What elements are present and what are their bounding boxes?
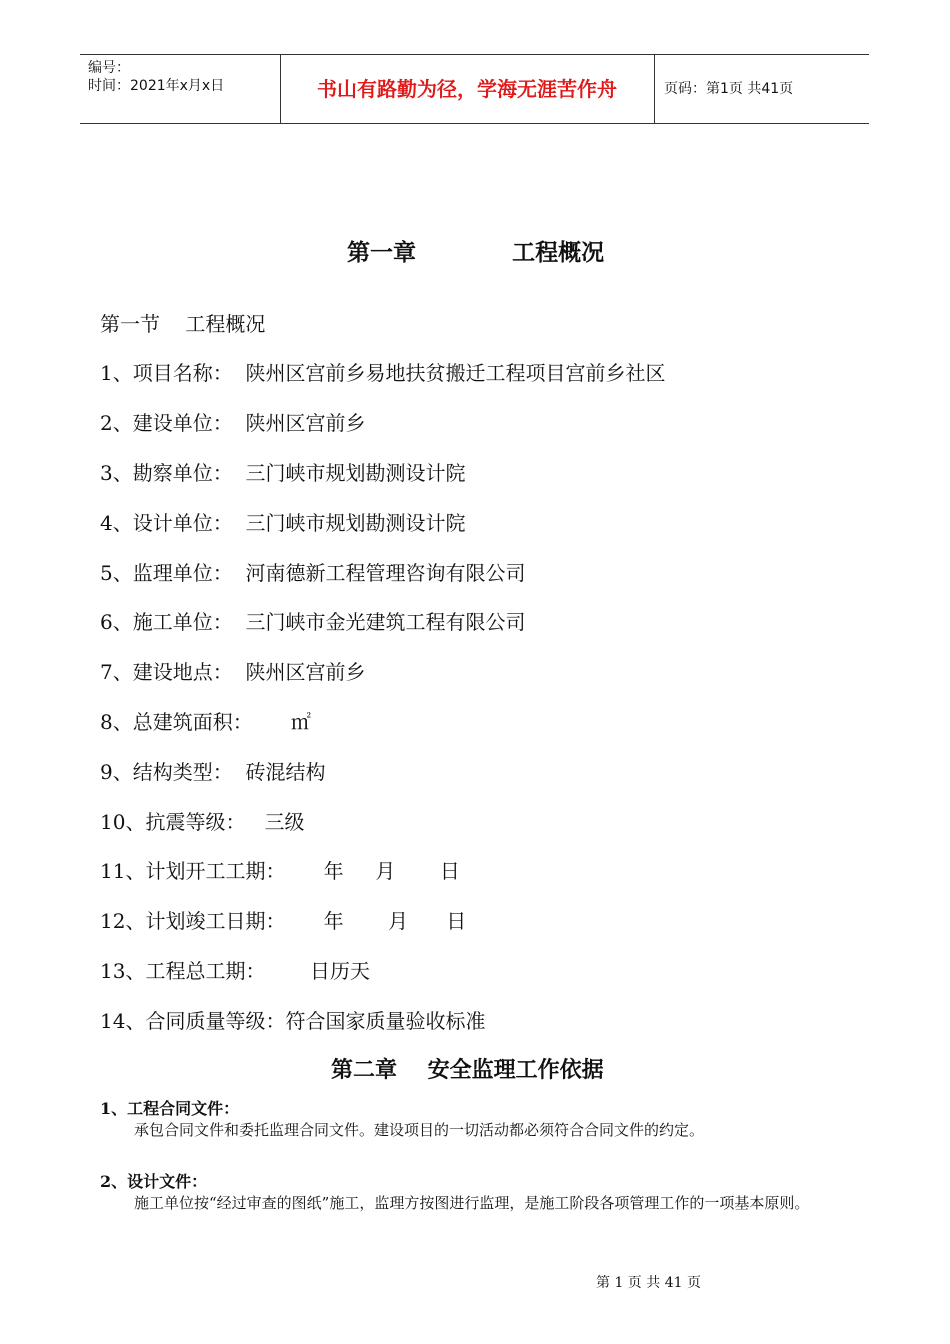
subsection1-text: 承包合同文件和委托监理合同文件。建设项目的一切活动都必须符合合同文件的约定。 xyxy=(134,1121,705,1139)
header-page-cell xyxy=(654,55,869,123)
date-label: 时间：2021年x月x日 xyxy=(88,78,225,94)
page-label: 页码：第1页 共41页 xyxy=(664,81,794,97)
item-area: 8、总建筑面积： ㎡ xyxy=(100,710,311,734)
item-start-date: 11、计划开工工期： 年 月 日 xyxy=(100,859,460,883)
header-meta-cell xyxy=(80,55,281,123)
item-duration: 13、工程总工期： 日历天 xyxy=(100,959,370,983)
page-footer: 第 1 页 共 41 页 xyxy=(596,1275,701,1291)
item-quality: 14、合同质量等级：符合国家质量验收标准 xyxy=(100,1009,486,1033)
number-label: 编号： xyxy=(88,60,130,76)
item-owner: 2、建设单位： 陕州区宫前乡 xyxy=(100,411,366,435)
chapter1-title: 第一章 工程概况 xyxy=(347,239,605,266)
item-location: 7、建设地点： 陕州区宫前乡 xyxy=(100,660,366,684)
subsection2-title: 2、设计文件： xyxy=(100,1172,208,1191)
item-survey: 3、勘察单位： 三门峡市规划勘测设计院 xyxy=(100,461,466,485)
motto-text: 书山有路勤为径，学海无涯苦作舟 xyxy=(317,77,617,101)
page-header xyxy=(80,54,869,124)
subsection1-title: 1、工程合同文件： xyxy=(100,1099,240,1118)
item-contractor: 6、施工单位： 三门峡市金光建筑工程有限公司 xyxy=(100,610,526,634)
header-motto-cell xyxy=(280,55,655,123)
chapter2-title: 第二章 安全监理工作依据 xyxy=(331,1057,604,1083)
item-finish-date: 12、计划竣工日期： 年 月 日 xyxy=(100,909,467,933)
item-supervision: 5、监理单位： 河南德新工程管理咨询有限公司 xyxy=(100,561,526,585)
subsection2-text: 施工单位按“经过审查的图纸”施工，监理方按图进行监理，是施工阶段各项管理工作的一项基本原则。 xyxy=(134,1194,810,1212)
item-design: 4、设计单位： 三门峡市规划勘测设计院 xyxy=(100,511,466,535)
item-project-name: 1、项目名称： 陕州区宫前乡易地扶贫搬迁工程项目宫前乡社区 xyxy=(100,361,666,385)
item-structure: 9、结构类型： 砖混结构 xyxy=(100,760,326,784)
section1-title: 第一节 工程概况 xyxy=(100,312,266,336)
item-seismic: 10、抗震等级： 三级 xyxy=(100,810,305,834)
